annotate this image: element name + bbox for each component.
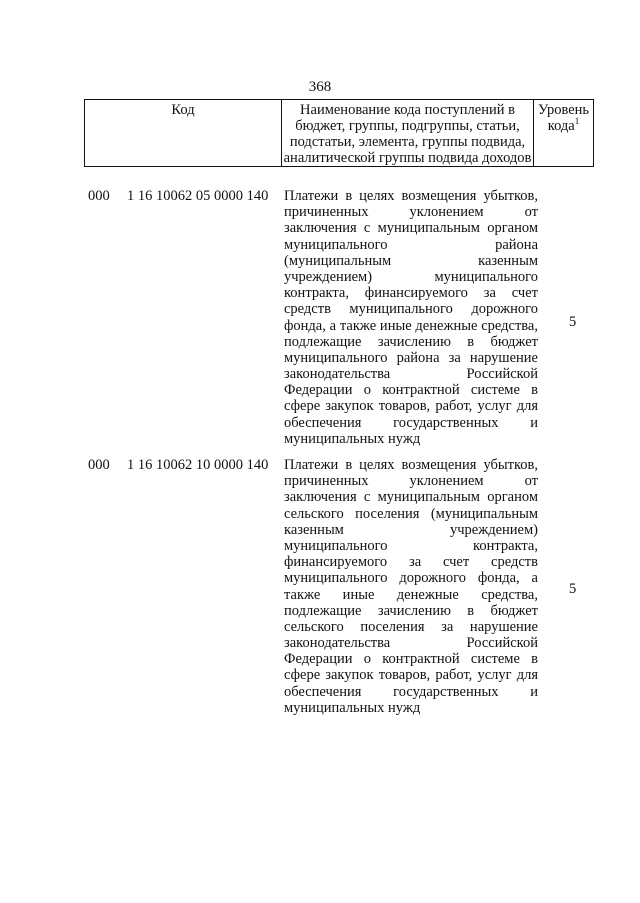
description-line: также иные денежные средства,: [284, 586, 538, 603]
description-line: сельского поселения за нарушение: [284, 618, 538, 635]
header-level: [534, 100, 594, 167]
description-line: причиненных уклонением от: [284, 204, 538, 221]
description-line: Платежи в целях возмещения убытков,: [284, 457, 538, 473]
description-line: заключения с муниципальным органом: [284, 220, 538, 237]
description-line: обеспечения государственных и: [284, 414, 538, 431]
description-line: учреждением) муниципального: [284, 268, 538, 285]
description-line: средств муниципального дорожного: [284, 301, 538, 318]
income-description: [284, 457, 538, 716]
description-line: муниципального дорожного фонда, а: [284, 570, 538, 587]
code-prefix: 000: [88, 457, 110, 473]
description-line: обеспечения государственных и: [284, 683, 538, 700]
description-line: сфере закупок товаров, работ, услуг для: [284, 667, 538, 684]
header-level-label: Уровень кода: [537, 102, 590, 134]
description-line: подлежащие зачислению в бюджет: [284, 602, 538, 619]
description-line: муниципальных нужд: [284, 699, 421, 716]
description-line: Платежи в целях возмещения убытков,: [284, 188, 538, 204]
description-line: казенным учреждением): [284, 521, 538, 538]
header-name: Наименование кода поступлений в бюджет, группы, подгруппы, статьи, подстатьи, элемента, группы подвида, аналитической группы подвида доходов: [282, 100, 534, 167]
description-line: Федерации о контрактной системе в: [284, 382, 538, 399]
description-line: законодательства Российской: [284, 635, 538, 652]
page-number: 368: [308, 79, 332, 95]
code-prefix: 000: [88, 188, 110, 204]
description-line: контракта, финансируемого за счет: [284, 285, 538, 302]
description-line: муниципального контракта,: [284, 537, 538, 554]
income-code: 1 16 10062 05 0000 140: [127, 188, 269, 204]
description-line: финансируемого за счет средств: [284, 554, 538, 571]
description-line: подлежащие зачислению в бюджет: [284, 333, 538, 350]
level-value: 5: [569, 581, 577, 597]
description-line: муниципального района: [284, 236, 538, 253]
description-line: сфере закупок товаров, работ, услуг для: [284, 398, 538, 415]
header-level-footnote-mark: 1: [574, 116, 580, 126]
description-line: муниципальных нужд: [284, 430, 421, 447]
income-description: [284, 188, 538, 447]
description-line: сельского поселения (муниципальным: [284, 505, 538, 522]
description-line: (муниципальным казенным: [284, 252, 538, 269]
description-line: законодательства Российской: [284, 366, 538, 383]
description-line: причиненных уклонением от: [284, 473, 538, 490]
description-line: фонда, а также иные денежные средства,: [284, 317, 538, 334]
level-value: 5: [569, 314, 577, 330]
description-line: муниципального района за нарушение: [284, 349, 538, 366]
table-header: [84, 99, 594, 167]
description-line: заключения с муниципальным органом: [284, 489, 538, 506]
income-code: 1 16 10062 10 0000 140: [127, 457, 269, 473]
header-code: Код: [85, 100, 282, 167]
description-line: Федерации о контрактной системе в: [284, 651, 538, 668]
